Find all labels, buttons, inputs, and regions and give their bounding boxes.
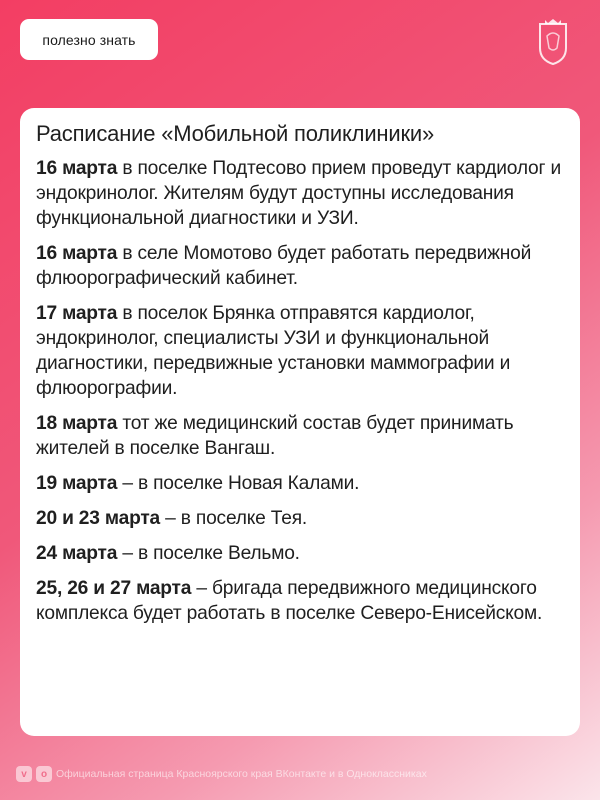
entry-text: тот же медицинский состав будет принимать жителей в поселке Вангаш.	[36, 413, 514, 459]
schedule-entry	[36, 241, 566, 291]
entry-date: 17 марта	[36, 303, 118, 324]
entry-text: – в поселке Вельмо.	[117, 543, 300, 564]
entry-date: 16 марта	[36, 158, 118, 179]
entry-date: 20 и 23 марта	[36, 508, 161, 529]
schedule-entry	[36, 541, 566, 566]
schedule-entry	[36, 506, 566, 531]
vk-icon[interactable]: v	[16, 766, 32, 782]
entry-text: – бригада передвижного медицинского комплекса будет работать в поселке Северо-Енисейском.	[36, 578, 543, 624]
schedule-entry	[36, 301, 566, 401]
entry-date: 25, 26 и 27 марта	[36, 578, 192, 599]
entry-text: в поселке Подтесово прием проведут кардиолог и эндокринолог. Жителям будут доступны исследования функциональной диагностики и УЗИ.	[36, 158, 561, 229]
entry-text: – в поселке Новая Калами.	[117, 473, 360, 494]
entry-date: 24 марта	[36, 543, 118, 564]
entry-text: – в поселке Тея.	[160, 508, 308, 529]
category-tag	[20, 19, 158, 60]
footer-text: Официальная страница Красноярского края ВКонтакте и в Одноклассниках	[56, 768, 427, 780]
entry-text: в селе Момотово будет работать передвижной флюорографический кабинет.	[36, 243, 532, 289]
entry-date: 16 марта	[36, 243, 118, 264]
schedule-entry	[36, 156, 566, 231]
entry-text: в поселок Брянка отправятся кардиолог, эндокринолог, специалисты УЗИ и функциональной диагностики, передвижные установки маммографии и флюорографии.	[36, 303, 511, 399]
ok-icon[interactable]: o	[36, 766, 52, 782]
entry-date: 18 марта	[36, 413, 118, 434]
footer	[16, 764, 427, 784]
schedule-entry	[36, 576, 566, 626]
schedule-entry	[36, 411, 566, 461]
schedule-card	[20, 108, 580, 736]
schedule-title: Расписание «Мобильной поликлиники»	[36, 121, 434, 146]
category-tag-label: полезно знать	[42, 31, 136, 48]
entry-date: 19 марта	[36, 473, 118, 494]
schedule-entry	[36, 471, 566, 496]
coat-of-arms-icon	[537, 18, 569, 66]
